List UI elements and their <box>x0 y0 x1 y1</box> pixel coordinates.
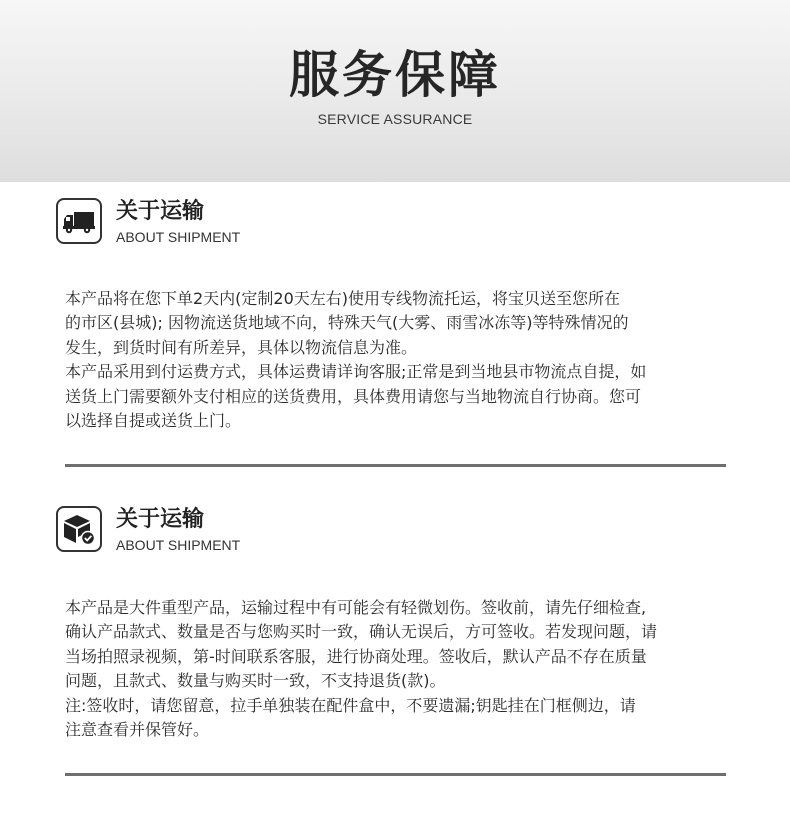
section-title: 关于运输 <box>116 507 205 532</box>
section-divider <box>65 464 726 467</box>
section-body <box>65 287 715 433</box>
body-line: 确认产品款式、数量是否与您购买时一致，确认无误后，方可签收。若发现问题，请 <box>65 622 658 642</box>
truck-icon <box>56 198 102 244</box>
body-line: 的市区(县城); 因物流送货地域不向，特殊天气(大雾、雨雪冰冻等)等特殊情况的 <box>65 313 629 333</box>
body-line: 问题，且款式、数量与购买时一致，不支持退货(款)。 <box>65 671 446 691</box>
section-title: 关于运输 <box>116 199 205 224</box>
section-subtitle: ABOUT SHIPMENT <box>116 537 241 553</box>
page-header <box>0 0 790 182</box>
body-line: 注:签收时，请您留意，拉手单独装在配件盒中，不要遗漏;钥匙挂在门框侧边，请 <box>65 695 636 715</box>
package-check-icon <box>56 506 102 552</box>
section-subtitle: ABOUT SHIPMENT <box>116 229 241 245</box>
section-body <box>65 596 715 742</box>
body-line: 本产品将在您下单2天内(定制20天左右)使用专线物流托运，将宝贝送至您所在 <box>65 289 621 308</box>
body-line: 发生，到货时间有所差异，具体以物流信息为准。 <box>65 337 418 357</box>
section-divider <box>65 773 726 776</box>
body-line: 当场拍照录视频，第-时间联系客服，进行协商处理。签收后，默认产品不存在质量 <box>65 646 647 666</box>
page-title: 服务保障 <box>289 46 501 104</box>
body-line: 送货上门需要额外支付相应的送货费用，具体费用请您与当地物流自行协商。您可 <box>65 386 642 406</box>
body-line: 本产品是大件重型产品，运输过程中有可能会有轻微划伤。签收前，请先仔细检查, <box>65 598 647 617</box>
body-line: 本产品采用到付运费方式，具体运费请详询客服;正常是到当地县市物流点自提，如 <box>65 362 647 382</box>
body-line: 注意查看并保管好。 <box>65 720 210 740</box>
body-line: 以选择自提或送货上门。 <box>65 411 242 431</box>
page-subtitle: SERVICE ASSURANCE <box>317 111 473 127</box>
